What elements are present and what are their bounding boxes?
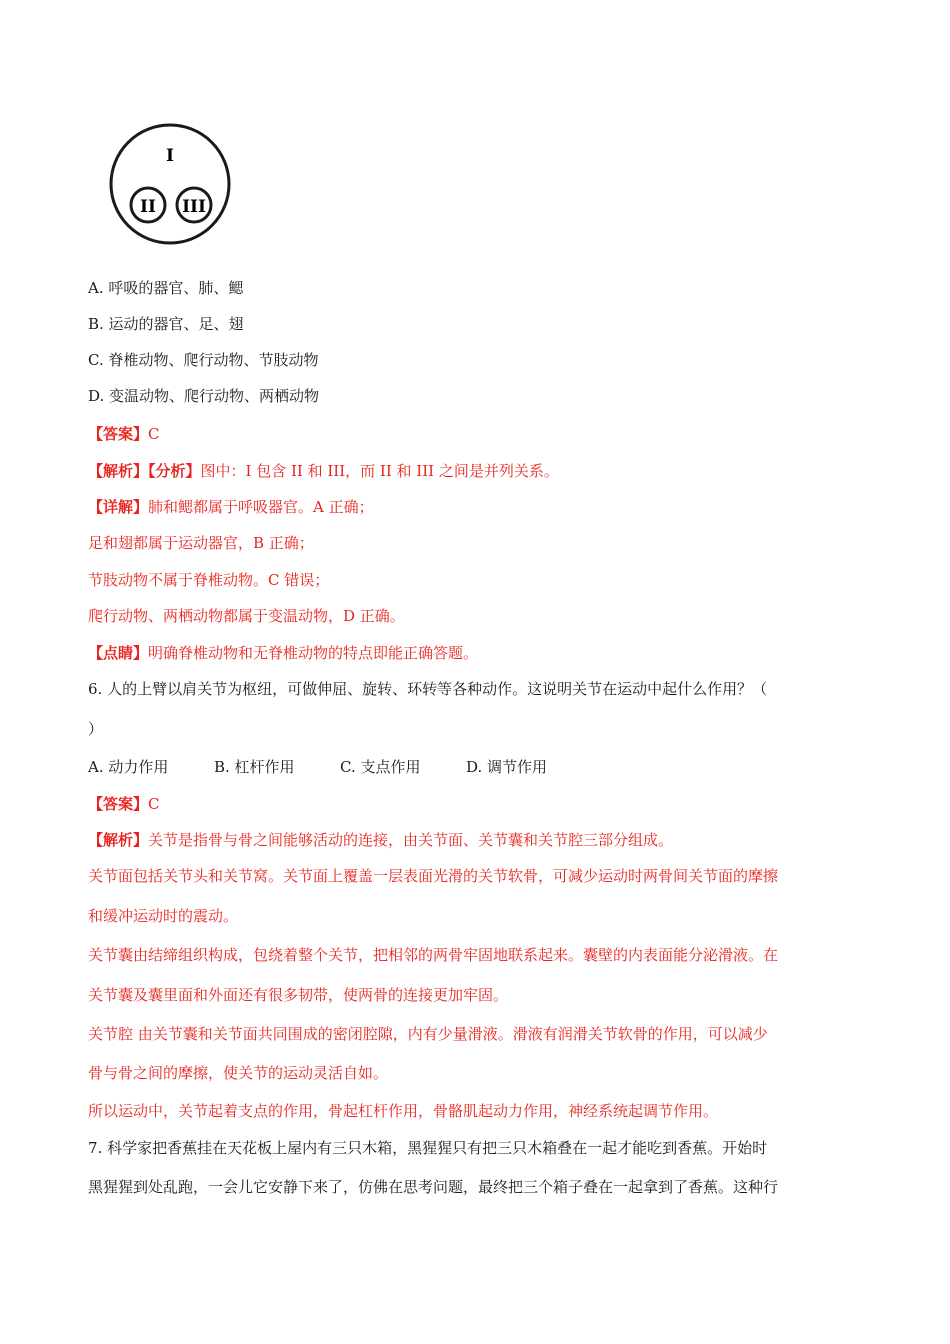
q5-option-a: A. 呼吸的器官、肺、鳃 [88, 279, 244, 297]
q7-stem-1: 7. 科学家把香蕉挂在天花板上屋内有三只木箱，黑猩猩只有把三只木箱叠在一起才能吃到香蕉。开始时 [88, 1139, 768, 1157]
q5-option-b: B. 运动的器官、足、翅 [88, 315, 244, 333]
q5-detail-2: 足和翅都属于运动器官，B 正确； [88, 534, 314, 552]
q6-option-b: B. 杠杆作用 [214, 758, 295, 776]
outer-circle [111, 125, 229, 243]
q6-analysis-2: 关节面包括关节头和关节窝。关节面上覆盖一层表面光滑的关节软骨，可减少运动时两骨间关节面的摩擦 [88, 867, 779, 885]
label-right: III [182, 197, 206, 217]
answer-value: C [148, 795, 160, 813]
q5-analysis [88, 461, 559, 481]
q5-option-d: D. 变温动物、爬行动物、两栖动物 [88, 387, 320, 405]
analysis-sub-tag: 【分析】 [148, 462, 201, 480]
q6-option-a: A. 动力作用 [88, 758, 169, 776]
q7-stem-2: 黑猩猩到处乱跑，一会儿它安静下来了，仿佛在思考问题，最终把三个箱子叠在一起拿到了香蕉。这种行 [88, 1178, 779, 1196]
q5-detail-1 [88, 497, 374, 517]
q6-answer [88, 794, 160, 814]
q6-analysis-1 [88, 830, 673, 850]
q6-option-c: C. 支点作用 [340, 758, 421, 776]
q5-detail-3: 节肢动物不属于脊椎动物。C 错误； [88, 571, 330, 589]
q5-answer [88, 424, 160, 444]
answer-tag: 【答案】 [88, 795, 149, 813]
q6-stem-2: ） [88, 720, 104, 738]
q6-analysis-3: 和缓冲运动时的震动。 [88, 907, 239, 925]
analysis-tag: 【解析】 [88, 462, 149, 480]
nested-circles-diagram [106, 122, 236, 248]
analysis-text: 关节是指骨与骨之间能够活动的连接，由关节面、关节囊和关节腔三部分组成。 [148, 831, 674, 849]
q6-stem-1: 6. 人的上臂以肩关节为枢纽，可做伸屈、旋转、环转等各种动作。这说明关节在运动中起什么作用？（ [88, 680, 768, 698]
q6-analysis-8: 所以运动中，关节起着支点的作用，骨起杠杆作用，骨骼肌起动力作用，神经系统起调节作用。 [88, 1102, 719, 1120]
label-left: II [140, 197, 156, 217]
analysis-text: 图中：I 包含 II 和 III，而 II 和 III 之间是并列关系。 [200, 462, 559, 480]
q5-option-c: C. 脊椎动物、爬行动物、节肢动物 [88, 351, 319, 369]
detail-text: 肺和鳃都属于呼吸器官。A 正确； [148, 498, 374, 516]
answer-tag: 【答案】 [88, 425, 149, 443]
q5-point [88, 643, 478, 663]
answer-value: C [148, 425, 160, 443]
q6-analysis-6: 关节腔 由关节囊和关节面共同围成的密闭腔隙，内有少量滑液。滑液有润滑关节软骨的作用，可以减少 [88, 1025, 768, 1043]
label-outer: I [166, 146, 174, 166]
point-tag: 【点睛】 [88, 644, 149, 662]
q6-options [88, 757, 547, 777]
q6-analysis-4: 关节囊由结缔组织构成，包绕着整个关节，把相邻的两骨牢固地联系起来。囊壁的内表面能分泌滑液。在 [88, 946, 779, 964]
analysis-tag: 【解析】 [88, 831, 149, 849]
detail-tag: 【详解】 [88, 498, 149, 516]
q6-analysis-7: 骨与骨之间的摩擦，使关节的运动灵活自如。 [88, 1064, 389, 1082]
q6-option-d: D. 调节作用 [466, 758, 548, 776]
point-text: 明确脊椎动物和无脊椎动物的特点即能正确答题。 [148, 644, 479, 662]
q6-analysis-5: 关节囊及囊里面和外面还有很多韧带，使两骨的连接更加牢固。 [88, 986, 509, 1004]
q5-detail-4: 爬行动物、两栖动物都属于变温动物，D 正确。 [88, 607, 405, 625]
